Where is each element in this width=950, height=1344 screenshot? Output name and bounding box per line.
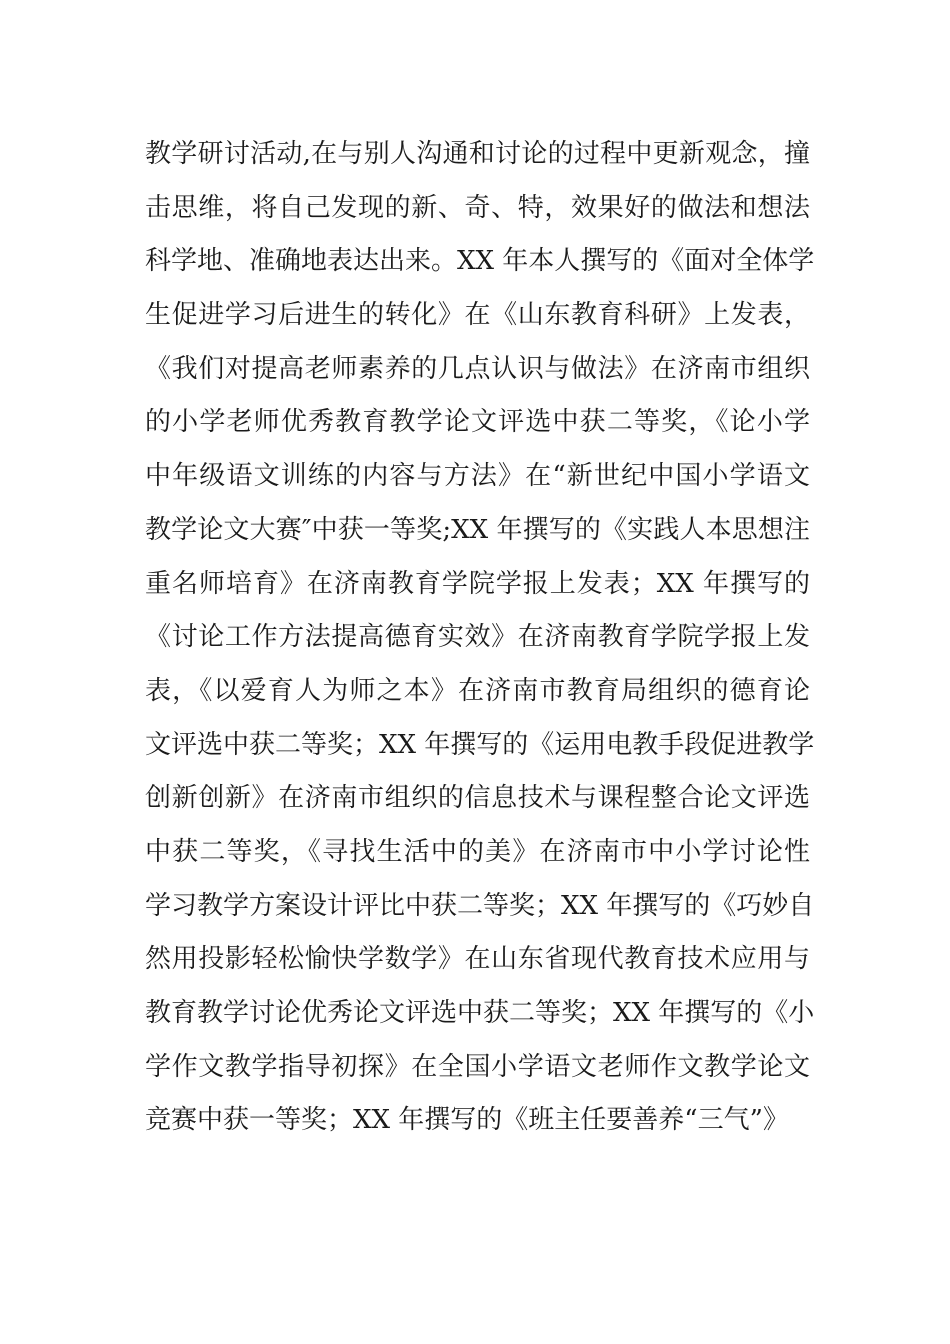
text-line: 学习教学方案设计评比中获二等奖；XX 年撰写的《巧妙自 <box>145 890 815 921</box>
body-paragraph <box>145 128 815 1148</box>
text-line: 重名师培育》在济南教育学院学报上发表；XX 年撰写的 <box>145 568 810 599</box>
text-line: 科学地、准确地表达出来。XX 年本人撰写的《面对全体学 <box>145 246 815 277</box>
text-line: 《我们对提高老师素养的几点认识与做法》在济南市组织 <box>145 353 810 384</box>
text-line: 然用投影轻松愉快学数学》在山东省现代教育技术应用与 <box>145 944 810 975</box>
text-line: 教学研讨活动,在与别人沟通和讨论的过程中更新观念，撞 <box>145 139 810 169</box>
text-line: 竞赛中获一等奖；XX 年撰写的《班主任要善养“三气”》 <box>145 1105 789 1136</box>
text-line: 的小学老师优秀教育教学论文评选中获二等奖，《论小学 <box>145 407 810 438</box>
text-line: 中年级语文训练的内容与方法》在“新世纪中国小学语文 <box>145 461 810 492</box>
text-line: 中获二等奖，《寻找生活中的美》在济南市中小学讨论性 <box>145 836 810 867</box>
text-line: 表，《以爱育人为师之本》在济南市教育局组织的德育论 <box>145 675 810 706</box>
text-line: 生促进学习后进生的转化》在《山东教育科研》上发表， <box>145 300 810 331</box>
text-line: 教学论文大赛″中获一等奖;XX 年撰写的《实践人本思想注 <box>145 514 810 545</box>
text-line: 击思维，将自己发现的新、奇、特，效果好的做法和想法 <box>145 192 810 223</box>
text-line: 学作文教学指导初探》在全国小学语文老师作文教学论文 <box>145 1051 810 1082</box>
text-line: 《讨论工作方法提高德育实效》在济南教育学院学报上发 <box>145 622 810 653</box>
text-line: 创新创新》在济南市组织的信息技术与课程整合论文评选 <box>145 783 810 814</box>
text-line: 教育教学讨论优秀论文评选中获二等奖；XX 年撰写的《小 <box>145 998 815 1028</box>
text-line: 文评选中获二等奖；XX 年撰写的《运用电教手段促进教学 <box>145 729 815 760</box>
